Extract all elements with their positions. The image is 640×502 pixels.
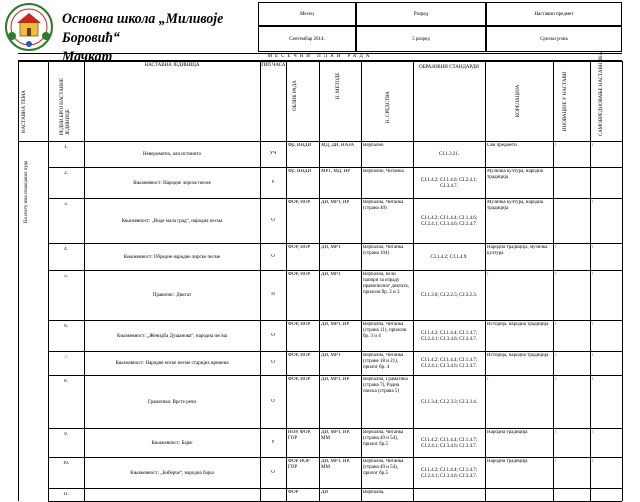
col-header-tip: ТИП ЧАСА bbox=[260, 63, 286, 68]
row-standards: СЈ.1.4.2; СЈ.1.4.4; СЈ.1.4.7; СЈ.2.4.1; СЈ.3.4.6; СЈ.3.4.7. bbox=[420, 437, 478, 449]
row-standards: СЈ.1.2.8; СЈ.2.2.5; СЈ.3.2.3. bbox=[420, 293, 478, 298]
row-lesson: Књижевност: Народне лирске песме bbox=[133, 180, 211, 186]
row-type: О bbox=[271, 332, 275, 338]
subject-label-cell bbox=[486, 2, 622, 26]
row-standards: СЈ.1.4.2; СЈ.1.4.4; СЈ.1.4.6; СЈ.2.4.1; СЈ.3.4.6; СЈ.3.4.7. bbox=[420, 215, 478, 227]
grade-label: Разред bbox=[413, 11, 429, 17]
table-grid-line bbox=[485, 61, 486, 501]
row-self-evaluation: / bbox=[592, 377, 594, 382]
row-correlation: Народна традиција bbox=[487, 459, 528, 464]
school-logo bbox=[2, 2, 56, 52]
row-correlation: Народна традиција bbox=[487, 430, 528, 435]
row-innovations bbox=[555, 169, 588, 197]
row-self-evaluation bbox=[592, 169, 620, 197]
row-correlation: / bbox=[487, 272, 489, 277]
row-innovations: / bbox=[555, 322, 557, 327]
row-self-evaluation: / bbox=[592, 272, 594, 277]
row-work-form: ФОР, ИОР bbox=[288, 245, 311, 250]
row-self-evaluation: / bbox=[592, 143, 594, 148]
table-grid-line bbox=[260, 61, 261, 501]
row-lesson: Књижевност: „Женидба Душанова“, народна песма bbox=[117, 333, 227, 339]
row-number: 8. bbox=[64, 379, 68, 384]
row-number: 1. bbox=[64, 145, 68, 150]
table-grid-line bbox=[48, 428, 622, 429]
row-type: П bbox=[271, 292, 275, 297]
row-methods: ДИ, МРТ, ИР, ММ bbox=[321, 459, 350, 470]
row-standards: СЈ.1.3.4; СЈ.2.3.3; СЈ.3.3.4. bbox=[420, 399, 478, 405]
row-lesson: Књижевност: Обредне народне лирске песме bbox=[123, 254, 221, 260]
row-type: У bbox=[271, 179, 275, 185]
grade-value: 5 разред bbox=[412, 36, 430, 42]
row-methods: МРТ, МД, ИР bbox=[321, 169, 351, 174]
row-resources: Вербална, бели папири за израду правописног диктата, прилози бр. 2 и 3 bbox=[363, 272, 409, 295]
row-number: 9. bbox=[64, 432, 68, 437]
row-innovations: / bbox=[555, 245, 557, 250]
table-grid-line bbox=[48, 198, 622, 199]
row-resources: Вербална, Читанка (страна 40) bbox=[363, 200, 404, 211]
row-innovations: / bbox=[555, 377, 557, 382]
row-methods: ДИ, МРТ, ИР, ММ bbox=[321, 430, 350, 441]
row-number: 5. bbox=[64, 274, 68, 279]
row-methods: ДИ, МРТ bbox=[321, 245, 341, 250]
col-header-korelacija: КОРЕЛАЦИЈА bbox=[516, 84, 521, 117]
row-innovations: / bbox=[555, 143, 557, 148]
row-correlation: Историја, народна традиција bbox=[487, 353, 549, 358]
row-self-evaluation bbox=[592, 490, 620, 500]
row-innovations: / bbox=[555, 459, 557, 464]
table-grid-line bbox=[48, 375, 622, 376]
month-label-cell bbox=[258, 2, 356, 26]
row-work-form: ФОР, ИОР bbox=[288, 377, 311, 382]
row-number: 2. bbox=[64, 171, 68, 176]
row-resources: Вербална, Читанка (страна 11), прилози бр. 3 и 4 bbox=[363, 322, 407, 339]
row-standards: СЈ.1.4.2; СЈ.1.4.6; СЈ.2.4.1; СЈ.3.4.7. bbox=[420, 177, 478, 189]
row-correlation: Народна традиција, музичка култура bbox=[487, 245, 548, 256]
row-number: 7. bbox=[64, 355, 68, 360]
row-number: 11. bbox=[62, 492, 70, 497]
row-innovations bbox=[555, 200, 588, 242]
table-grid-line bbox=[48, 243, 622, 244]
subject-label: Наставни предмет bbox=[534, 11, 574, 17]
row-lesson bbox=[86, 492, 258, 499]
col-header-jedinica: НАСТАВНА ЈЕДИНИЦА bbox=[144, 63, 200, 68]
col-header-samovrednovanje: САМОВРЕДНОВАЊЕ НАСТАВНИКА bbox=[599, 51, 604, 136]
row-innovations: / bbox=[555, 272, 557, 277]
row-methods: ДИ, МРТ bbox=[321, 272, 341, 277]
theme-text: На свету има свакојаких чуда bbox=[24, 160, 29, 223]
row-lesson: Правопис: Диктат bbox=[152, 293, 192, 298]
row-number: 4. bbox=[64, 247, 68, 252]
month-label: Месец bbox=[300, 11, 314, 17]
row-methods: ДИ, МРТ, ИР bbox=[321, 377, 350, 382]
row-type: УЧ bbox=[269, 151, 277, 156]
grade-value-cell bbox=[356, 26, 486, 52]
table-grid-line bbox=[590, 61, 591, 501]
row-self-evaluation: / bbox=[592, 245, 594, 250]
row-self-evaluation: / bbox=[592, 430, 594, 435]
row-resources: Вербална, Читанка (страна 49 и 54), прилог бр.5 bbox=[363, 459, 404, 476]
row-lesson: Књижевност: „Виде мала град“, народна песма bbox=[121, 218, 223, 224]
month-value-cell bbox=[258, 26, 356, 52]
row-number: 10. bbox=[62, 461, 70, 466]
table-grid-line bbox=[622, 61, 623, 501]
table-grid-line bbox=[48, 351, 622, 352]
table-grid-line bbox=[361, 61, 362, 501]
school-name-line1: Основна школа „Миливоје Боровић“ bbox=[62, 11, 224, 46]
table-grid-line bbox=[84, 61, 85, 501]
row-type bbox=[262, 492, 284, 502]
row-lesson: Граматика: Врсте речи bbox=[147, 399, 197, 405]
row-resources: Вербална, Читанка (страна 104) bbox=[363, 245, 404, 256]
table-grid-line bbox=[48, 488, 622, 489]
table-grid-line bbox=[413, 61, 414, 501]
row-correlation: Сви предмети bbox=[487, 143, 517, 148]
grade-label-cell bbox=[356, 2, 486, 26]
row-type: О bbox=[271, 469, 275, 475]
table-grid-line bbox=[319, 61, 320, 501]
row-work-form: ФОР, ИОР bbox=[288, 200, 311, 205]
row-type: О bbox=[271, 398, 275, 404]
row-correlation: / bbox=[487, 377, 489, 382]
row-innovations: / bbox=[555, 430, 557, 435]
row-work-form: ИОР, ФОР, ГОР bbox=[288, 430, 311, 441]
row-standards: СЈ.1.4.2; СЈ.1.4.4; СЈ.1.4.7; СЈ.2.4.1; СЈ.3.4.6; СЈ.3.4.7. bbox=[420, 358, 478, 369]
row-innovations: / bbox=[555, 353, 557, 358]
plan-title: МЕСЕЧНИ ПЛАН РАДА bbox=[18, 53, 622, 61]
row-methods: ДИ, МРТ bbox=[321, 353, 341, 358]
col-header-metode: Н. МЕТОДЕ bbox=[336, 72, 341, 99]
row-resources: Вербално bbox=[363, 143, 384, 148]
row-methods: ДИ bbox=[321, 490, 329, 495]
row-type: О bbox=[271, 217, 275, 223]
row-type: О bbox=[271, 360, 275, 365]
row-standards: СЈ.1.3.21. bbox=[438, 152, 460, 157]
col-header-inovacije: ИНОВАЦИЈЕ У НАСТАВИ bbox=[563, 71, 568, 131]
row-work-form: ФОР, ИОР bbox=[288, 322, 311, 327]
table-grid-line bbox=[48, 457, 622, 458]
row-self-evaluation: / bbox=[592, 200, 594, 205]
table-grid-line bbox=[18, 61, 19, 501]
table-grid-line bbox=[18, 141, 622, 142]
row-work-form: ФОР, ИОР bbox=[288, 272, 311, 277]
row-work-form: ФОР bbox=[288, 490, 299, 495]
row-work-form: ФОР ИОР ГОР bbox=[288, 459, 310, 470]
month-value: Септембар 2014. bbox=[289, 36, 325, 42]
subject-value-cell bbox=[486, 26, 622, 52]
row-lesson: Књижевност: Народне епске песме старијих времена bbox=[115, 361, 229, 366]
table-grid-line bbox=[48, 270, 622, 271]
row-type: У bbox=[271, 439, 275, 445]
row-work-form: Фр, ИНДИ bbox=[288, 143, 312, 148]
row-self-evaluation: / bbox=[592, 459, 594, 464]
row-lesson: Невероватно, али истинито bbox=[142, 152, 202, 157]
row-number: 6. bbox=[64, 324, 68, 329]
col-header-tema: НАСТАВНА ТЕМА bbox=[22, 90, 27, 133]
row-methods: ДИ, МРТ, ИР bbox=[321, 200, 350, 205]
row-standards: СЈ.1.4.2; СЈ.1.4.9. bbox=[430, 254, 468, 260]
row-resources: Вербална, Граматика (страна 7), Радна свеска (страна 5) bbox=[363, 377, 408, 394]
table-grid-line bbox=[48, 167, 622, 168]
row-innovations bbox=[555, 490, 588, 500]
row-work-form: ФОР, ИОР bbox=[288, 353, 311, 358]
row-resources: Вербална, Читанка (стране 18 и 21), прилог бр. 4 bbox=[363, 353, 404, 370]
row-number: 3. bbox=[64, 202, 68, 207]
row-type: О bbox=[271, 253, 275, 259]
row-correlation: Музичка култура, народна традиција bbox=[487, 169, 543, 180]
row-resources: Вербална, Читанка (страна 49 и 54), прилог бр.5 bbox=[363, 430, 404, 447]
table-grid-line bbox=[48, 61, 49, 501]
row-correlation: Музичка култура, народна традиција bbox=[487, 200, 543, 211]
row-resources: Вербална, bbox=[363, 490, 385, 495]
row-methods: ДИ, МРТ, ИР bbox=[321, 322, 350, 327]
row-standards bbox=[415, 492, 483, 499]
row-standards: СЈ.1.4.2; СЈ.1.4.4; СЈ.1.4.7; СЈ.2.4.1; СЈ.3.4.6; СЈ.3.4.7. bbox=[420, 330, 478, 342]
subject-value: Српски језик bbox=[540, 36, 568, 42]
row-lesson: Књижевност: Бајке bbox=[151, 440, 193, 446]
row-methods: МД, ДИ, НАЗА bbox=[321, 143, 355, 148]
row-work-form: Фр, ИНДИ bbox=[288, 169, 312, 174]
table-grid-line bbox=[553, 61, 554, 501]
col-header-redni: РЕДНИ БРОЈ НАСТАВНЕ ЈЕДИНИЦЕ bbox=[60, 78, 71, 135]
table-grid-line bbox=[18, 61, 622, 62]
row-lesson: Књижевност: „Биберче“, народна бајка bbox=[130, 470, 214, 476]
col-header-sredstva: Н. СРЕДСТВА bbox=[386, 91, 391, 123]
row-standards: СЈ.1.4.2; СЈ.1.4.4; СЈ.1.4.7; СЈ.2.4.1; СЈ.3.4.6; СЈ.3.4.7. bbox=[420, 467, 478, 479]
col-header-standardi: ОБРАЗОВНИ СТАНДАРДИ bbox=[419, 65, 479, 70]
school-name-line2: Мачкат bbox=[62, 49, 113, 65]
col-header-oblik: ОБЛИК РАДА bbox=[293, 80, 298, 111]
table-grid-line bbox=[286, 61, 287, 501]
row-correlation: Историја, народна традиција bbox=[487, 322, 549, 327]
row-resources: Вербално, Читанка bbox=[363, 169, 404, 174]
row-self-evaluation: / bbox=[592, 353, 594, 358]
row-self-evaluation: / bbox=[592, 322, 594, 327]
table-grid-line bbox=[48, 320, 622, 321]
row-correlation bbox=[487, 490, 551, 500]
